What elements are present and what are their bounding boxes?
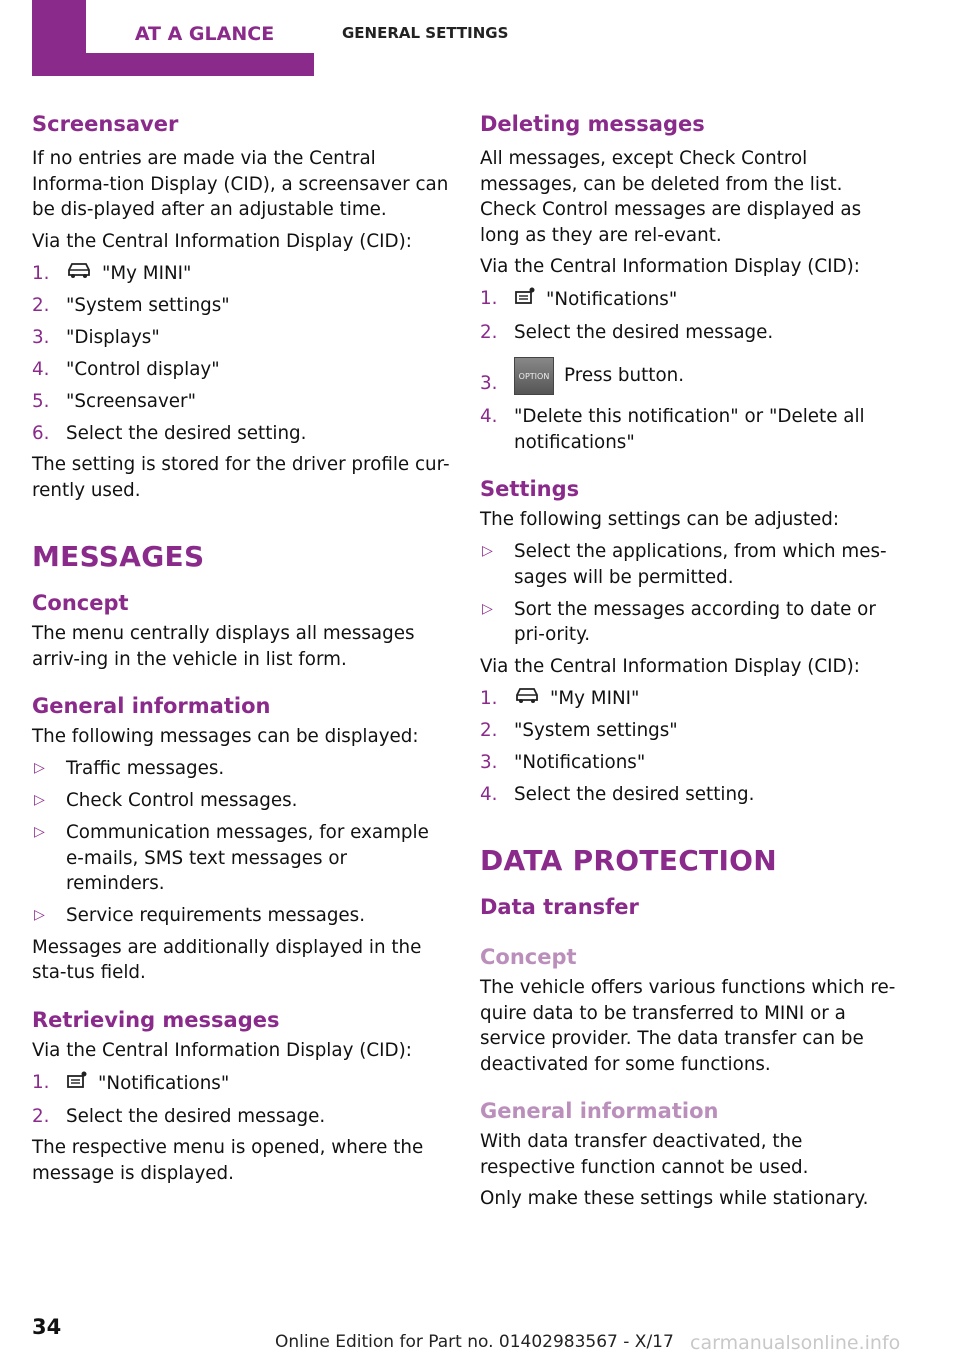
car-icon (66, 261, 92, 287)
deleting-heading: Deleting messages (480, 112, 705, 136)
list-item: 1. "My MINI" (480, 686, 900, 712)
dp-general-heading: General information (480, 1099, 719, 1124)
left-column (32, 108, 450, 1186)
tab-at-a-glance-label: AT A GLANCE (86, 0, 323, 53)
edition-footer: Online Edition for Part no. 01402983567 - X/17 (275, 1332, 674, 1352)
retrieving-heading: Retrieving messages (32, 1007, 280, 1032)
option-button-icon: OPTION (514, 357, 554, 395)
list-item: 6. Select the desired setting. (32, 422, 307, 444)
list-item: 2. Select the desired message. (32, 1105, 326, 1127)
dp-general-text-2: Only make these settings while stationary. (480, 1188, 869, 1210)
dp-concept-heading: Concept (480, 945, 577, 970)
page-number: 34 (32, 1315, 62, 1339)
retrieving-outro: The respective menu is opened, where the message is displayed. (32, 1137, 424, 1184)
concept-heading: Concept (32, 591, 129, 616)
car-icon (514, 686, 540, 712)
list-item: 3. "Displays" (32, 326, 160, 348)
settings-heading: Settings (480, 477, 580, 501)
retrieving-via: Via the Central Information Display (CID): (32, 1039, 412, 1061)
settings-list (480, 539, 900, 648)
list-item: 4. "Control display" (32, 358, 220, 380)
tab-general-settings[interactable]: GENERAL SETTINGS (342, 24, 509, 42)
settings-steps (480, 686, 900, 808)
deleting-intro: All messages, except Check Control messages, can be deleted from the list. Check Control messages are displayed as long as they are rel-evant. (480, 148, 862, 246)
screensaver-heading: Screensaver (32, 112, 179, 136)
retrieving-steps (32, 1070, 450, 1130)
list-item: 3. OPTION Press button. (480, 354, 900, 398)
list-item: 4. "Delete this notification" or "Delete all notifications" (480, 406, 865, 453)
dp-concept-text: The vehicle offers various functions which re-quire data to be transferred to MINI or a service provider. The data transfer can be deactivated for some functions. (480, 977, 896, 1075)
concept-text: The menu centrally displays all messages arriv-ing in the vehicle in list form. (32, 623, 415, 670)
screensaver-intro: If no entries are made via the Central Informa-tion Display (CID), a screensaver can be dis-played after an adjustable time. (32, 148, 449, 220)
screensaver-via: Via the Central Information Display (CID): (32, 230, 412, 252)
list-item: 2. Select the desired message. (480, 322, 774, 343)
list-item: ▷ Traffic messages. (34, 758, 225, 780)
general-info-outro: Messages are additionally displayed in the sta-tus field. (32, 936, 422, 984)
deleting-via: Via the Central Information Display (CID): (480, 256, 860, 277)
data-transfer-heading: Data transfer (480, 895, 639, 920)
general-info-intro: The following messages can be displayed: (32, 726, 419, 748)
list-item: ▷ Check Control messages. (34, 790, 298, 812)
right-column (480, 108, 900, 1212)
list-item: 2. "System settings" (480, 719, 678, 741)
list-item: 1. "Notifications" (480, 286, 900, 314)
list-item: 1. "Notifications" (32, 1070, 450, 1098)
list-item: ▷ Service requirements messages. (34, 905, 366, 927)
notification-icon (514, 286, 536, 314)
tab-at-a-glance[interactable] (32, 0, 314, 76)
general-info-heading: General information (32, 694, 271, 719)
general-info-list (32, 756, 450, 929)
list-item: 1. "My MINI" (32, 261, 450, 287)
list-item: ▷ Select the applications, from which mes-sages will be permitted. (482, 541, 887, 588)
list-item: 3. "Notifications" (480, 751, 646, 773)
list-item: 2. "System settings" (32, 294, 230, 316)
deleting-steps (480, 286, 900, 455)
screensaver-steps (32, 261, 450, 447)
list-item: ▷ Communication messages, for example e-mails, SMS text messages or reminders. (34, 822, 429, 895)
watermark: carmanualsonline.info (690, 1332, 901, 1354)
list-item: ▷ Sort the messages according to date or pri-ority. (482, 598, 876, 645)
dp-general-text-1: With data transfer deactivated, the respective function cannot be used. (480, 1131, 809, 1178)
screensaver-outro: The setting is stored for the driver profile cur-rently used. (32, 454, 450, 501)
messages-heading: MESSAGES (32, 540, 205, 574)
data-protection-heading: DATA PROTECTION (480, 844, 777, 878)
settings-intro: The following settings can be adjusted: (480, 509, 840, 530)
notification-icon (66, 1070, 88, 1098)
list-item: 5. "Screensaver" (32, 390, 196, 412)
settings-via: Via the Central Information Display (CID): (480, 655, 860, 677)
list-item: 4. Select the desired setting. (480, 783, 755, 805)
